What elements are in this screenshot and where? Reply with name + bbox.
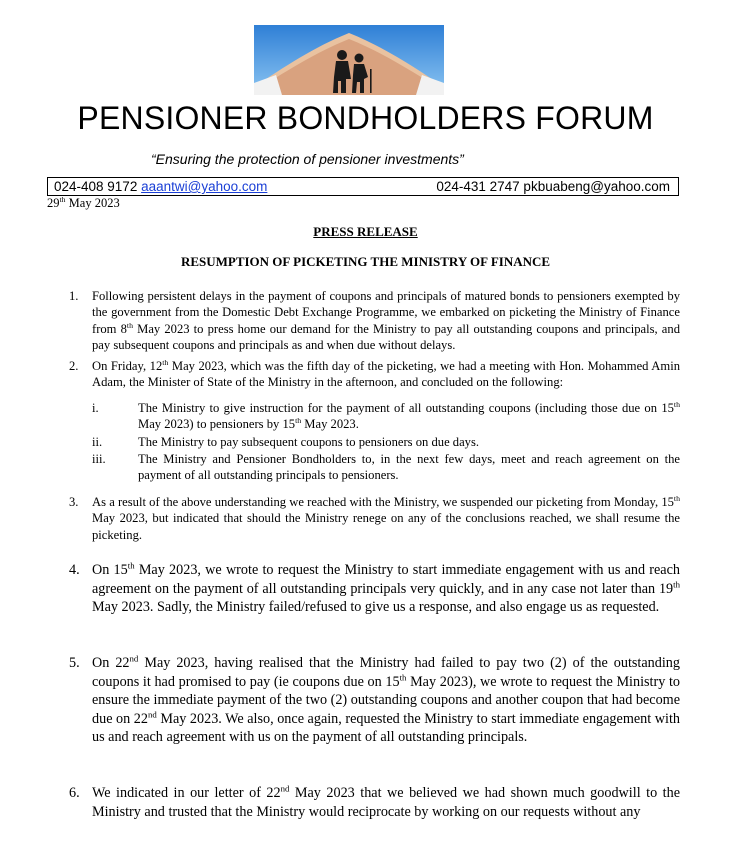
release-date — [47, 196, 120, 211]
paragraph-number: 5. — [69, 655, 80, 671]
paragraph-6: 6. We indicated in our letter of 22nd May 2023 that we believed we had shown much goodwill to the Ministry and trusted that the Ministry would reciprocate by working on our requests without any — [69, 783, 680, 820]
sub-item-i: i. The Ministry to give instruction for the payment of all outstanding coupons (including those due on 15th May 2023) to pensioners by 15th May 2023. — [92, 399, 680, 432]
paragraph-5: 5. On 22nd May 2023, having realised that the Ministry had failed to pay two (2) of the outstanding coupons it had promised to pay (ie coupons due on 15th May 2023), we wrote to request the Ministry to ensure the immediate payment of the two (2) outstanding coupons and another coupon that had become due on 22nd May 2023. We also, once again, requested the Ministry to start immediate engagement with us and reach agreement with us on the payment of all outstanding principals. — [69, 653, 680, 746]
press-release-heading: PRESS RELEASE — [313, 224, 418, 239]
date-day: 29 — [47, 196, 60, 210]
logo-hands-sheltering-elderly-couple — [254, 25, 444, 95]
sub-item-ii: ii. The Ministry to pay subsequent coupons to pensioners on due days. — [92, 435, 480, 449]
date-suffix: th — [59, 194, 66, 204]
organization-motto: “Ensuring the protection of pensioner investments” — [151, 151, 464, 167]
date-month-year: May 2023 — [65, 196, 120, 210]
forum-logo-image — [254, 25, 444, 95]
release-title: RESUMPTION OF PICKETING THE MINISTRY OF FINANCE — [180, 254, 551, 269]
paragraph-number: 4. — [69, 562, 80, 578]
sub-item-iii: iii. The Ministry and Pensioner Bondholders to, in the next few days, meet and reach agreement on the payment of all outstanding principals to pensioners. — [92, 452, 680, 483]
paragraph-4: 4. On 15th May 2023, we wrote to request the Ministry to start immediate engagement with us and reach agreement on the payment of all outstanding principals very quickly, and in any case not later than 19th May 2023. Sadly, the Ministry failed/refused to give us a response, and also engage us as requested. — [69, 560, 680, 616]
paragraph-number: 2. — [69, 359, 79, 373]
paragraph-3: 3. As a result of the above understanding we reached with the Ministry, we suspended our picketing from Monday, 15th May 2023, but indicated that should the Ministry renege on any of the conclusions reached, we shall resume the picketing. — [69, 493, 680, 542]
paragraph-2: 2. On Friday, 12th May 2023, which was the fifth day of the picketing, we had a meeting with Hon. Mohammed Amin Adam, the Minister of State of the Ministry in the afternoon, and concluded on the following: — [69, 357, 680, 390]
paragraph-1: 1. Following persistent delays in the payment of coupons and principals of matured bonds to pensioners exempted by the government from the Domestic Debt Exchange Programme, we embarked on picketing the Ministry of Finance from 8th May 2023 to press home our demand for the Ministry to pay all outstanding coupons and principals, and pay subsequent coupons and principals as and when due without delays. — [69, 289, 680, 353]
paragraph-number: 1. — [69, 289, 79, 303]
organization-name: PENSIONER BONDHOLDERS FORUM — [77, 100, 654, 136]
contact-details-box — [47, 177, 679, 196]
paragraph-number: 3. — [69, 495, 79, 509]
sub-item-numeral: i. — [92, 401, 99, 415]
contact-left-phone: 024-408 9172 — [54, 179, 138, 194]
contact-left-email-link[interactable]: aaantwi@yahoo.com — [141, 179, 268, 194]
contact-left — [54, 178, 267, 195]
contact-right: 024-431 2747 pkbuabeng@yahoo.com — [436, 179, 670, 194]
sub-item-numeral: iii. — [92, 452, 106, 466]
sub-item-numeral: ii. — [92, 435, 103, 449]
paragraph-number: 6. — [69, 785, 80, 801]
